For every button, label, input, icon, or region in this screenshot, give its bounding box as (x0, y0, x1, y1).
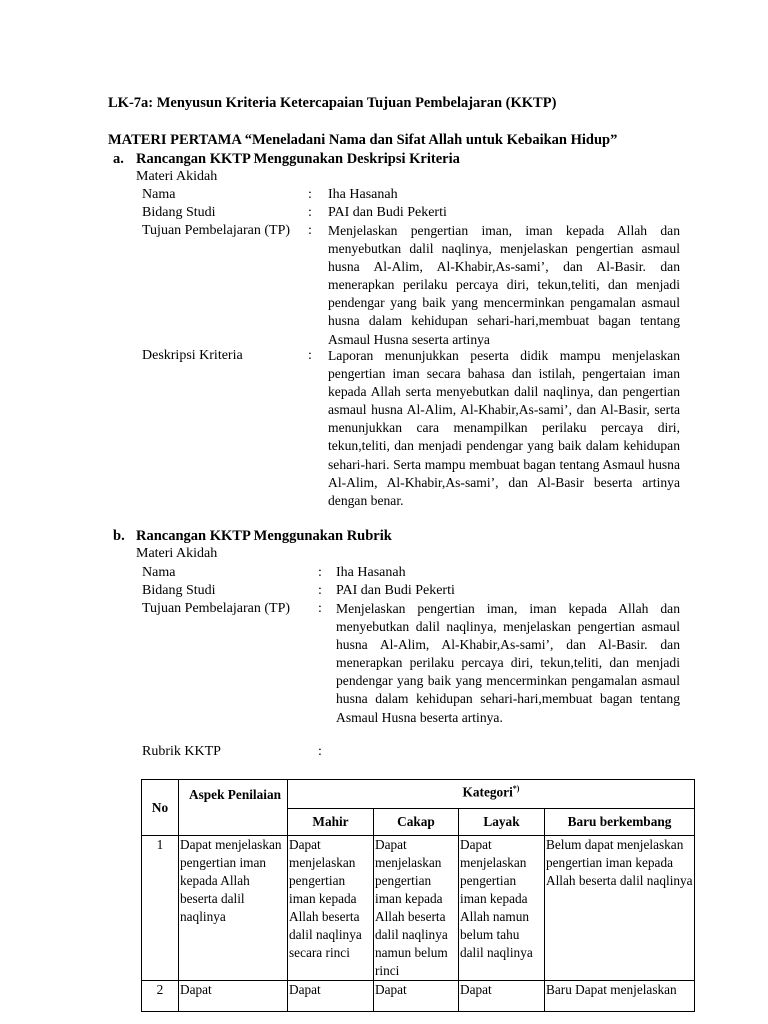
b-tp-colon: : (318, 601, 322, 616)
a-tp-label: Tujuan Pembelajaran (TP) (142, 223, 291, 238)
section-a-materi: Materi Akidah (136, 169, 218, 184)
row-1-mahir: Dapat menjelaskan pengertian iman kepada Allah beserta dalil naqlinya secara rinci (288, 836, 374, 981)
a-bidang-label: Bidang Studi (142, 205, 216, 220)
section-a-letter: a. (113, 151, 124, 167)
header-no: No (142, 780, 179, 836)
a-nama-colon: : (308, 187, 312, 202)
row-2-no: 2 (142, 981, 179, 1012)
row-1-layak: Dapat menjelaskan pengertian iman kepada Allah namun belum tahu dalil naqlinya (459, 836, 545, 981)
a-bidang-colon: : (308, 205, 312, 220)
b-nama-colon: : (318, 565, 322, 580)
a-tp-colon: : (308, 223, 312, 238)
header-kategori (288, 780, 695, 809)
row-1-baru: Belum dapat menjelaskan pengertian iman kepada Allah beserta dalil naqlinya (545, 836, 695, 981)
header-cakap: Cakap (374, 809, 459, 836)
a-deskripsi-colon: : (308, 348, 312, 363)
a-deskripsi-label: Deskripsi Kriteria (142, 348, 243, 363)
header-layak: Layak (459, 809, 545, 836)
b-nama-label: Nama (142, 565, 176, 580)
a-nama-value: Iha Hasanah (328, 187, 398, 202)
row-1-no: 1 (142, 836, 179, 981)
row-2-baru: Baru Dapat menjelaskan (545, 981, 695, 1012)
rubrik-table (141, 779, 695, 1012)
section-a-heading: Rancangan KKTP Menggunakan Deskripsi Kriteria (136, 151, 460, 167)
table-row (142, 981, 695, 1012)
document-title: LK-7a: Menyusun Kriteria Ketercapaian Tujuan Pembelajaran (KKTP) (108, 95, 557, 111)
b-bidang-value: PAI dan Budi Pekerti (336, 583, 455, 598)
b-nama-value: Iha Hasanah (336, 565, 406, 580)
row-1-aspek: Dapat menjelaskan pengertian iman kepada Allah beserta dalil naqlinya (179, 836, 288, 981)
header-mahir: Mahir (288, 809, 374, 836)
a-nama-label: Nama (142, 187, 176, 202)
section-b-materi: Materi Akidah (136, 546, 218, 561)
header-aspek: Aspek Penilaian (179, 780, 288, 836)
header-baru: Baru berkembang (545, 809, 695, 836)
table-header-row (142, 780, 695, 809)
row-2-layak: Dapat (459, 981, 545, 1012)
b-bidang-colon: : (318, 583, 322, 598)
section-b-letter: b. (113, 528, 125, 544)
row-2-aspek: Dapat (179, 981, 288, 1012)
materi-heading: MATERI PERTAMA “Meneladani Nama dan Sifat Allah untuk Kebaikan Hidup” (108, 132, 618, 148)
a-tp-value: Menjelaskan pengertian iman, iman kepada Allah dan menyebutkan dalil naqlinya, menjelaskan pengertian asmaul husna Al-Alim, Al-Khabir,As-sami’, dan Al-Basir. dan menerapkan perilaku percaya diri, tekun,teliti, dan menjadi pendengar yang baik yang mencerminkan pengamalan asmaul husna dalam kehidupan sehari-hari,membuat bagan tentang Asmaul Husna seserta artinya (328, 223, 680, 347)
header-kategori-label: Kategori (462, 784, 513, 800)
header-kategori-sup: *) (512, 784, 520, 793)
b-bidang-label: Bidang Studi (142, 583, 216, 598)
row-2-cakap: Dapat (374, 981, 459, 1012)
section-b-heading: Rancangan KKTP Menggunakan Rubrik (136, 528, 392, 544)
table-row (142, 836, 695, 981)
row-1-cakap: Dapat menjelaskan pengertian iman kepada Allah beserta dalil naqlinya namun belum rinci (374, 836, 459, 981)
b-rubrik-label: Rubrik KKTP (142, 744, 221, 759)
b-tp-value: Menjelaskan pengertian iman, iman kepada Allah dan menyebutkan dalil naqlinya, menjelaskan pengertian asmaul husna Al-Alim, Al-Khabir,As-sami’, dan Al-Basir. dan menerapkan perilaku percaya diri, tekun,teliti, dan menjadi pendengar yang baik yang mencerminkan pengamalan asmaul husna dalam kehidupan sehari-hari,membuat bagan tentang Asmaul Husna beserta artinya. (336, 601, 680, 725)
row-2-mahir: Dapat (288, 981, 374, 1012)
b-tp-label: Tujuan Pembelajaran (TP) (142, 601, 291, 616)
a-bidang-value: PAI dan Budi Pekerti (328, 205, 447, 220)
b-rubrik-colon: : (318, 744, 322, 759)
a-deskripsi-value: Laporan menunjukkan peserta didik mampu menjelaskan pengertian iman secara bahasa dan istilah, pengertaian iman kepada Allah serta menyebutkan dalil naqlinya, dan pengertian asmaul husna Al-Alim, Al-Khabir,As-sami’, dan Al-Basir, serta menunjukkan cara menampilkan perilaku percaya diri, tekun,teliti, dan menjadi pendengar yang baik dalam kehidupan sehari-hari. Serta mampu membuat bagan tentang Asmaul husna Al-Alim, Al-Khabir,As-sami’, dan Al-Basir beserta artinya dengan benar. (328, 348, 680, 508)
